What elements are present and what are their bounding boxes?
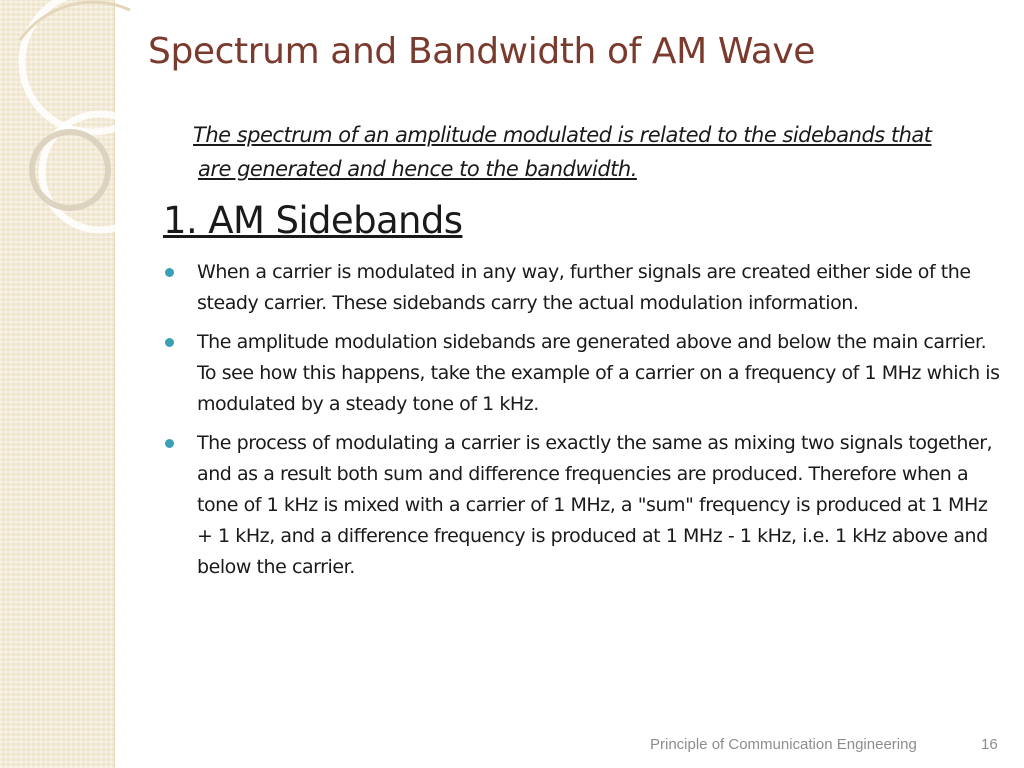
bullet-item xyxy=(160,257,1000,319)
bullet-text: When a carrier is modulated in any way, further signals are created either side of the steady carrier. These sidebands carry the actual modulation information. xyxy=(197,261,971,314)
bullet-text: The amplitude modulation sidebands are generated above and below the main carrier. To see how this happens, take the example of a carrier on a frequency of 1 MHz which is modulated by a steady tone of 1 kHz. xyxy=(197,331,1000,415)
intro-line-2: are generated and hence to the bandwidth. xyxy=(198,157,637,181)
bullet-dot-icon xyxy=(165,338,174,347)
intro-paragraph xyxy=(193,118,993,186)
bullet-item xyxy=(160,327,1000,420)
footer-course-title: Principle of Communication Engineering xyxy=(650,736,917,753)
bullet-dot-icon xyxy=(165,439,174,448)
slide-title: Spectrum and Bandwidth of AM Wave xyxy=(148,31,816,72)
section-heading: 1. AM Sidebands xyxy=(163,199,463,242)
intro-line-1: The spectrum of an amplitude modulated is related to the sidebands that xyxy=(193,123,932,147)
bullet-text: The process of modulating a carrier is exactly the same as mixing two signals together, and as a result both sum and difference frequencies are produced. Therefore when a tone of 1 kHz is mixed with a carrier of 1 MHz, a "sum" frequency is produced at 1 MHz + 1 kHz, and a difference frequency is produced at 1 MHz - 1 kHz, i.e. 1 kHz above and below the carrier. xyxy=(197,432,993,578)
decorative-arc xyxy=(20,2,130,40)
footer-page-number: 16 xyxy=(981,736,998,753)
bullet-item xyxy=(160,428,1000,583)
decorative-rings xyxy=(0,0,160,300)
bullet-dot-icon xyxy=(165,268,174,277)
bullet-list xyxy=(160,257,1000,591)
